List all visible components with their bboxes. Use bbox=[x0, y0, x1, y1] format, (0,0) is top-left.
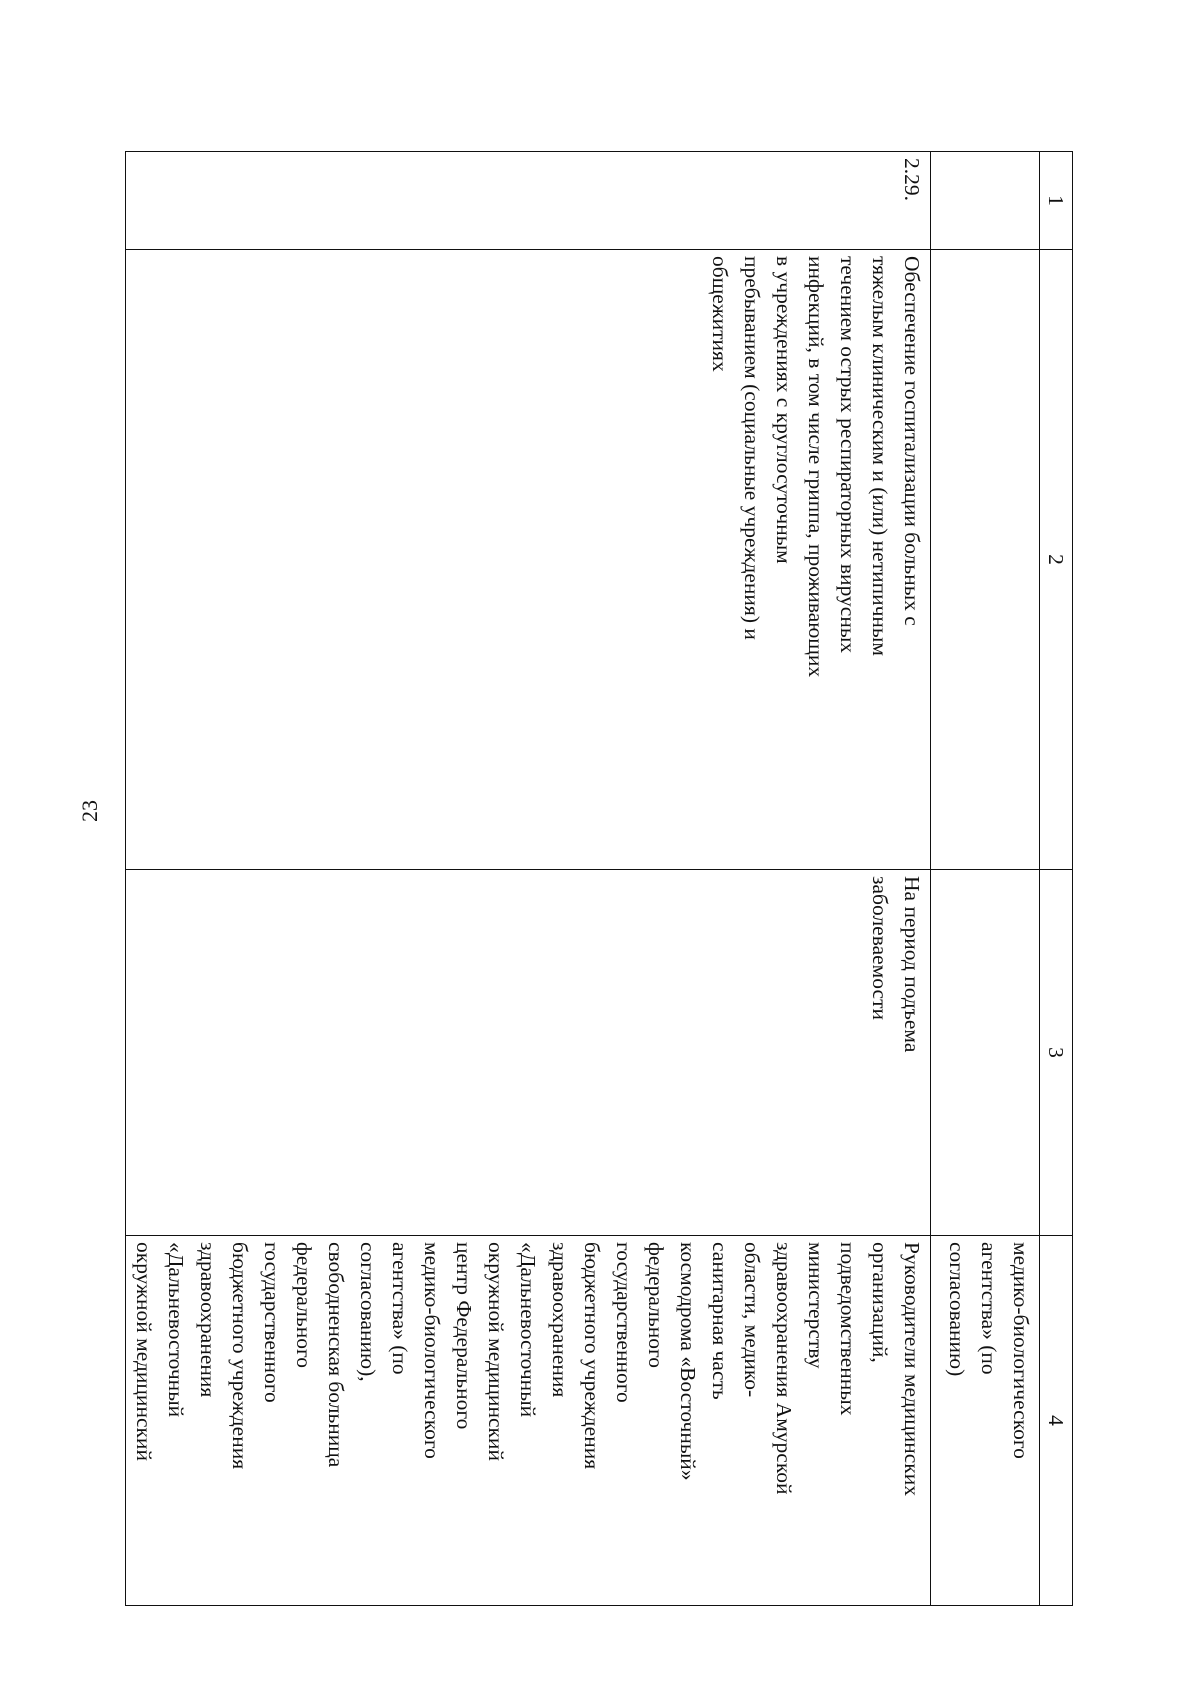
table-header-row bbox=[1040, 152, 1073, 1606]
period-cell bbox=[931, 870, 1040, 1236]
responsible-cell: медико-биологического агентства» (по согласованию) bbox=[931, 1236, 1040, 1606]
document-table bbox=[125, 151, 1073, 1606]
table-row bbox=[931, 152, 1040, 1606]
measure-cell bbox=[931, 250, 1040, 870]
column-header-3: 3 bbox=[1040, 870, 1073, 1236]
row-number-cell: 2.29. bbox=[126, 152, 931, 250]
column-header-2: 2 bbox=[1040, 250, 1073, 870]
responsible-cell: Руководители медицинских организаций, подведомственных министерству здравоохранения Амурской области, медико- санитарная часть космодрома «Восточный» федерального государственного бюджетного учреждения здравоохранения «Дальневосточный окружной медицинский центр Федерального медико-биологического агентства» (по согласованию), свободненская больница федерального государственного бюджетного учреждения здравоохранения «Дальневосточный окружной медицинский bbox=[126, 1236, 931, 1606]
measure-cell: Обеспечение госпитализации больных с тяжелым клиническим и (или) нетипичным течением острых респираторных вирусных инфекций, в том числе гриппа, проживающих в учреждениях с круглосуточным пребыванием (социальные учреждения) и общежитиях bbox=[126, 250, 931, 870]
table-row bbox=[126, 152, 931, 1606]
column-header-4: 4 bbox=[1040, 1236, 1073, 1606]
period-cell: На период подъема заболеваемости bbox=[126, 870, 931, 1236]
document-table-container bbox=[122, 151, 1073, 1605]
page-number: 23 bbox=[77, 800, 102, 822]
column-header-1: 1 bbox=[1040, 152, 1073, 250]
row-number-cell bbox=[931, 152, 1040, 250]
